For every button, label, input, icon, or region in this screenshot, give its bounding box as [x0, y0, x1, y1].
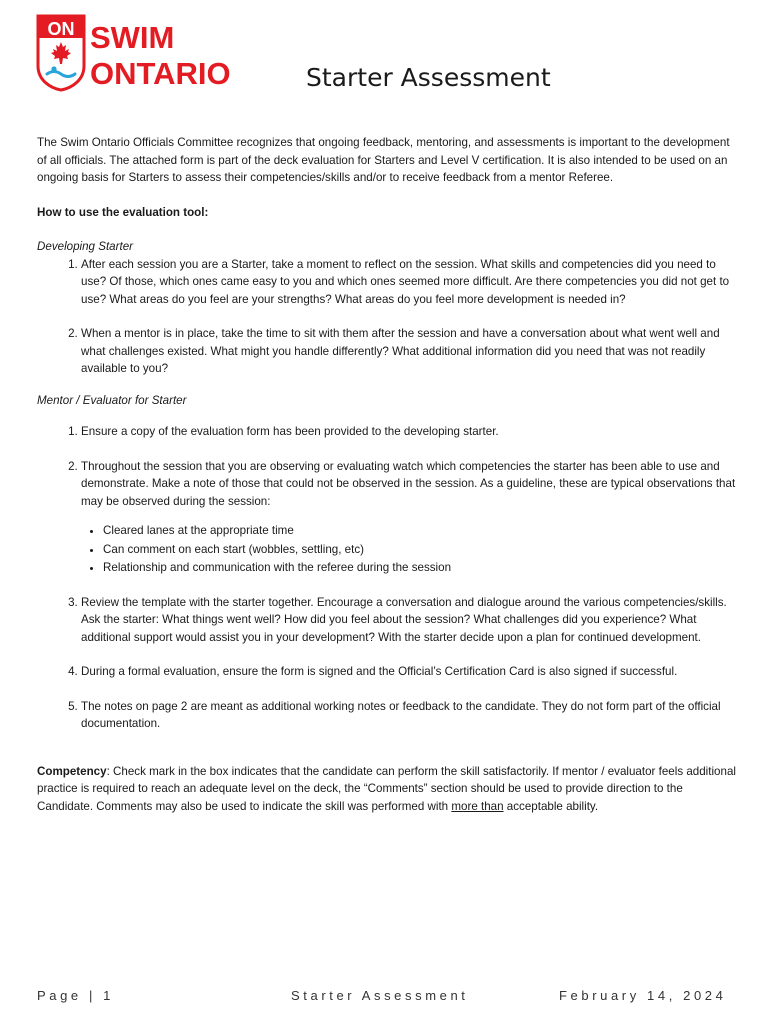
competency-text-b: acceptable ability.	[503, 799, 599, 813]
document-body	[37, 134, 737, 815]
list-item: 1. Ensure a copy of the evaluation form has been provided to the developing starter.	[81, 423, 737, 441]
competency-underlined: more than	[451, 799, 504, 813]
observation-bullets	[81, 522, 737, 577]
mentor-evaluator-heading: Mentor / Evaluator for Starter	[37, 393, 187, 407]
list-item-text: Throughout the session that you are observing or evaluating watch which competencies the starter has been able to use and demonstrate. Make a note of those that could not be observed in the session. As a guideline, these are typical observations that may be observed during the session:	[81, 459, 736, 508]
brand-name-line2: ONTARIO	[90, 56, 231, 91]
list-item: 4. During a formal evaluation, ensure the form is signed and the Official’s Certification Card is also signed if successful.	[81, 663, 737, 681]
footer-date: February 14, 2024	[559, 988, 727, 1003]
bullet-item: • Can comment on each start (wobbles, settling, etc)	[103, 541, 737, 559]
footer-document-title: Starter Assessment	[291, 988, 469, 1003]
how-to-heading: How to use the evaluation tool:	[37, 205, 209, 219]
competency-paragraph	[37, 763, 737, 816]
developing-starter-heading: Developing Starter	[37, 240, 134, 253]
list-item: 2. When a mentor is in place, take the time to sit with them after the session and have a conversation about what went well and what challenges existed. What might you handle differently? What additional information did you need that was not readily available to you?	[81, 325, 737, 378]
page-title: Starter Assessment	[306, 63, 551, 92]
footer-page-number: Page | 1	[37, 988, 114, 1003]
competency-label: Competency	[37, 764, 107, 778]
developing-starter-list	[37, 256, 737, 378]
mentor-list	[37, 423, 737, 733]
intro-paragraph: The Swim Ontario Officials Committee recognizes that ongoing feedback, mentoring, and assessments is important to the development of all officials. The attached form is part of the deck evaluation for Starters and Level V certification. It is also intended to be used on an ongoing basis for Starters to assess their competencies/skills and/or to receive feedback from a mentor Referee.	[37, 136, 730, 184]
list-item	[81, 458, 737, 577]
maple-leaf-icon	[51, 42, 71, 64]
bullet-item: • Cleared lanes at the appropriate time	[103, 522, 737, 540]
brand-name-line1: SWIM	[90, 20, 175, 55]
badge-text: ON	[47, 19, 75, 39]
swimmer-icon	[47, 72, 75, 77]
competency-text-a: : Check mark in the box indicates that the candidate can perform the skill satisfactorily. If mentor / evaluator feels additional practice is required to reach an adequate level on the deck, the “Comments” section should be used to provide direction to the Candidate. Comments may also be used to indicate the skill was performed with	[37, 764, 736, 813]
swim-ontario-logo	[34, 14, 239, 92]
list-item: 1. After each session you are a Starter, take a moment to reflect on the session. What skills and competencies did you need to use? Of those, which ones came easy to you and which ones seemed more difficult. Are there competencies you did not get to use? What areas do you feel are your strengths? What areas do you feel more development is needed in?	[81, 256, 737, 309]
page-footer	[37, 988, 737, 1008]
bullet-item: • Relationship and communication with the referee during the session	[103, 559, 737, 577]
list-item: 5. The notes on page 2 are meant as additional working notes or feedback to the candidate. They do not form part of the official documentation.	[81, 698, 737, 733]
swimmer-head	[51, 66, 56, 71]
list-item: 3. Review the template with the starter together. Encourage a conversation and dialogue around the various competencies/skills. Ask the starter: What things went well? How did you feel about the session? What challenges did you experience? What additional support would assist you in your development? With the starter decide upon a plan for continued development.	[81, 594, 737, 647]
